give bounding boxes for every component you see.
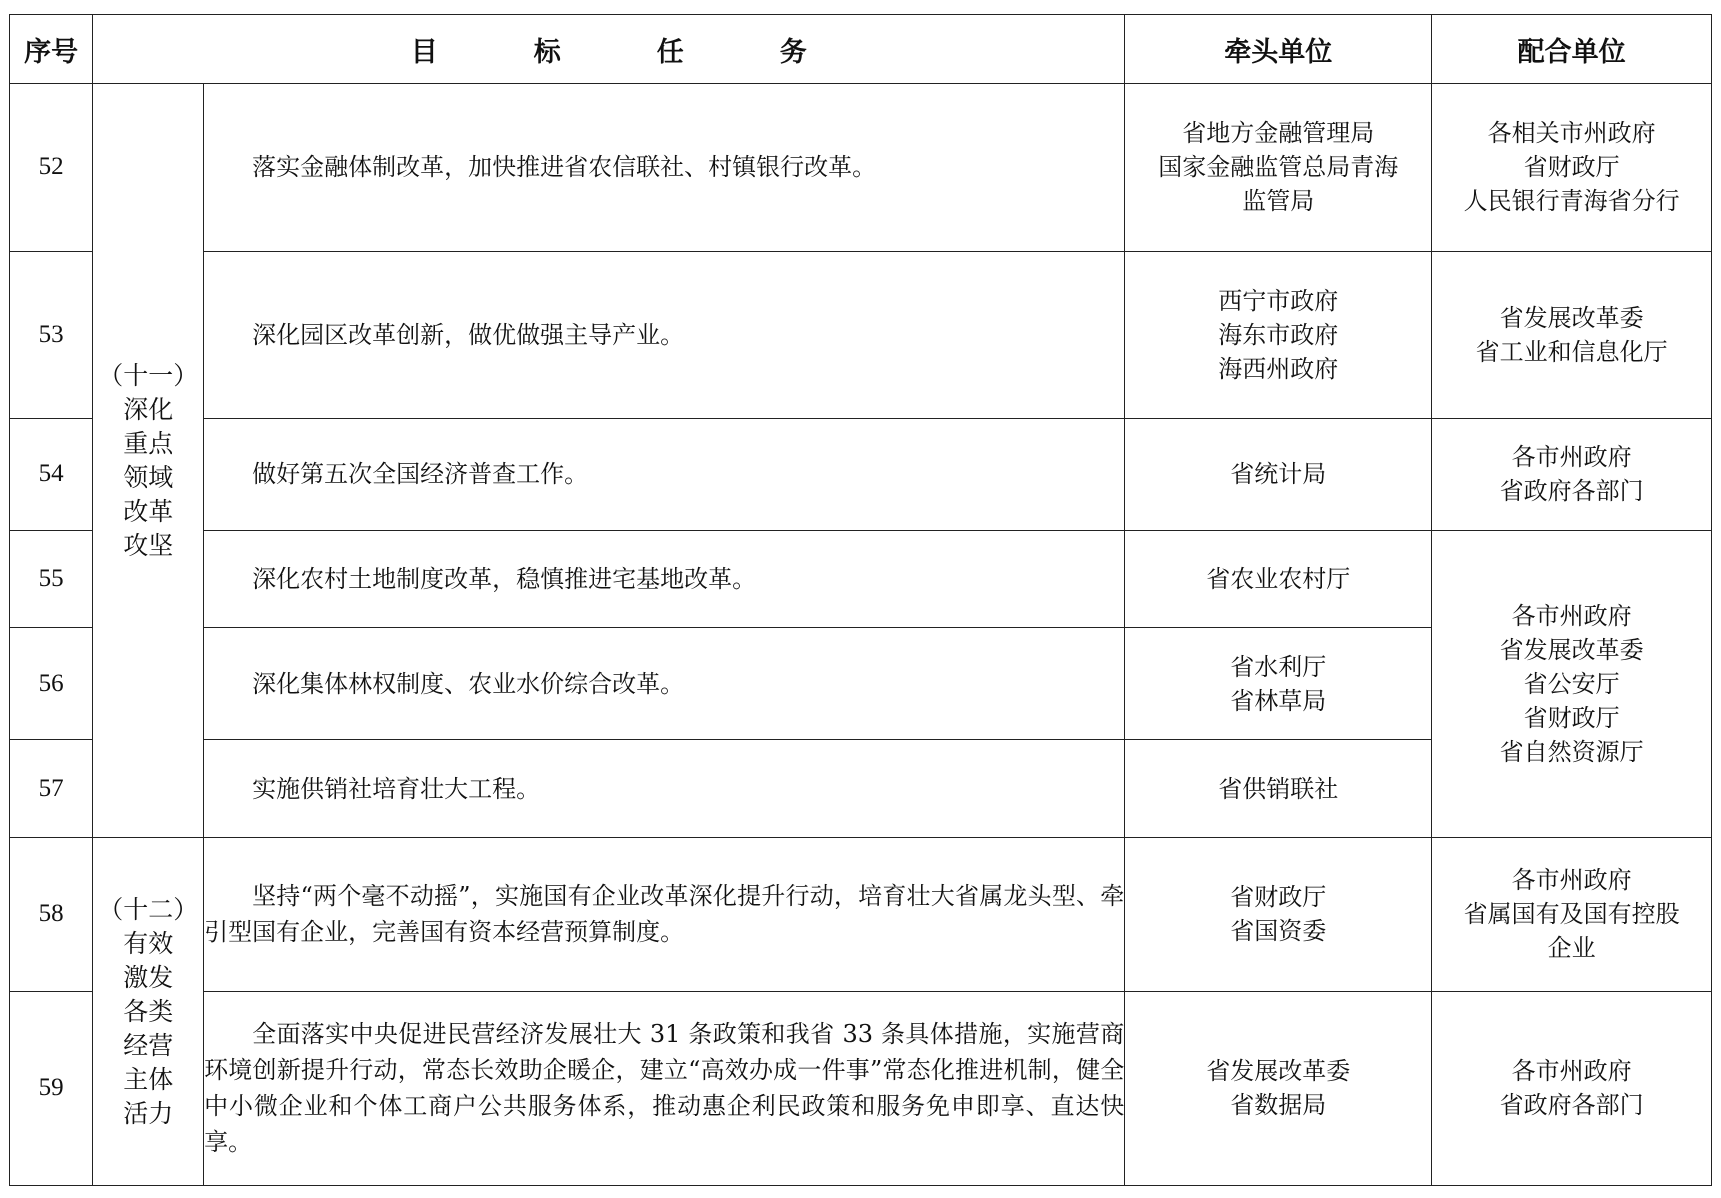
coop-unit-cell [1432,251,1712,418]
coop-unit-line: 省属国有及国有控股 [1463,900,1680,929]
task-text: 深化集体林权制度、农业水价综合改革。 [252,669,685,698]
coop-unit-line: 省政府各部门 [1499,477,1644,506]
category-line: 深化 [123,394,174,424]
coop-unit-cell [1432,838,1712,992]
category-line: （十一） [98,360,199,390]
category-line: 各类 [123,996,174,1026]
coop-unit-line: 省工业和信息化厅 [1475,337,1668,366]
category-line: 重点 [123,428,174,458]
category-cell [93,838,204,1186]
lead-unit-line: 省林草局 [1230,686,1327,715]
row-seq: 57 [10,740,93,838]
coop-unit-line: 人民银行青海省分行 [1463,187,1680,216]
lead-unit-cell [1125,838,1432,992]
task-cell [204,628,1125,740]
lead-unit-cell [1125,530,1432,628]
category-line: 主体 [123,1064,174,1094]
header-coop-unit: 配合单位 [1432,15,1712,84]
coop-unit-line: 省财政厅 [1523,703,1620,732]
category-line: （十二） [98,894,199,924]
header-target-char: 目 [410,36,438,68]
header-target-char: 任 [656,36,684,68]
category-cell [93,84,204,838]
table-row [10,84,1712,252]
category-line: 改革 [123,496,174,526]
coop-unit-line: 各市州政府 [1511,1057,1632,1086]
row-seq: 56 [10,628,93,740]
lead-unit-line: 省地方金融管理局 [1182,119,1375,148]
coop-unit-cell [1432,530,1712,837]
coop-unit-line: 企业 [1547,934,1596,963]
header-row [10,15,1712,84]
lead-unit-cell [1125,84,1432,252]
lead-unit-line: 省发展改革委 [1206,1057,1351,1086]
coop-unit-line: 各市州政府 [1511,443,1632,472]
task-cell [204,991,1125,1185]
lead-unit-cell [1125,628,1432,740]
coop-unit-line: 各市州政府 [1511,601,1632,630]
task-text: 深化农村土地制度改革，稳慎推进宅基地改革。 [252,565,757,594]
row-seq: 58 [10,838,93,992]
task-text: 坚持“两个毫不动摇”，实施国有企业改革深化提升行动，培育壮大省属龙头型、牵引型国有企业，完善国有资本经营预算制度。 [204,882,1125,947]
row-seq: 55 [10,530,93,628]
coop-unit-line: 省政府各部门 [1499,1091,1644,1120]
task-text: 落实金融体制改革，加快推进省农信联社、村镇银行改革。 [252,153,877,182]
lead-unit-line: 监管局 [1242,187,1315,216]
lead-unit-line: 省统计局 [1230,460,1327,489]
task-text: 实施供销社培育壮大工程。 [252,774,541,803]
task-cell [204,530,1125,628]
lead-unit-cell [1125,251,1432,418]
coop-unit-cell [1432,84,1712,252]
coop-unit-cell [1432,418,1712,530]
category-line: 经营 [123,1030,174,1060]
category-line: 激发 [123,962,174,992]
category-line: 攻坚 [123,530,174,560]
table-row [10,418,1712,530]
header-target-char: 务 [779,36,807,68]
coop-unit-cell [1432,991,1712,1185]
task-text: 深化园区改革创新，做优做强主导产业。 [252,320,685,349]
row-seq: 59 [10,991,93,1185]
coop-unit-line: 省发展改革委 [1499,303,1644,332]
table-row [10,838,1712,992]
task-text: 做好第五次全国经济普查工作。 [252,460,589,489]
task-cell [204,838,1125,992]
table-row [10,530,1712,628]
task-cell [204,251,1125,418]
table-row [10,991,1712,1185]
lead-unit-cell [1125,740,1432,838]
coop-unit-line: 各相关市州政府 [1487,119,1656,148]
task-cell [204,84,1125,252]
task-cell [204,740,1125,838]
lead-unit-line: 国家金融监管总局青海 [1158,153,1399,182]
coop-unit-line: 省自然资源厅 [1499,737,1644,766]
lead-unit-cell [1125,991,1432,1185]
lead-unit-line: 省数据局 [1230,1091,1327,1120]
lead-unit-line: 省水利厅 [1230,652,1327,681]
coop-unit-line: 省财政厅 [1523,153,1620,182]
header-seq: 序号 [10,15,93,84]
header-lead-unit: 牵头单位 [1125,15,1432,84]
category-line: 有效 [123,928,174,958]
coop-unit-line: 省发展改革委 [1499,635,1644,664]
task-table [9,14,1712,1186]
lead-unit-line: 西宁市政府 [1218,286,1339,315]
task-text: 全面落实中央促进民营经济发展壮大 31 条政策和我省 33 条具体措施，实施营商环境创新提升行动，常态长效助企暖企，建立“高效办成一件事”常态化推进机制，健全中小微企业和个体工商户公共服务体系，推动惠企利民政策和服务免申即享、直达快享。 [204,1020,1125,1157]
lead-unit-line: 省财政厅 [1230,883,1327,912]
row-seq: 54 [10,418,93,530]
row-seq: 52 [10,84,93,252]
lead-unit-line: 省农业农村厅 [1206,565,1351,594]
lead-unit-line: 省供销联社 [1218,774,1339,803]
lead-unit-line: 海东市政府 [1218,320,1339,349]
task-cell [204,418,1125,530]
category-line: 活力 [123,1098,174,1128]
header-target-task [93,15,1125,84]
category-line: 领域 [123,462,174,492]
coop-unit-line: 省公安厅 [1523,669,1620,698]
lead-unit-line: 海西州政府 [1218,354,1339,383]
header-target-char: 标 [533,36,561,68]
row-seq: 53 [10,251,93,418]
lead-unit-cell [1125,418,1432,530]
lead-unit-line: 省国资委 [1230,917,1327,946]
table-row [10,251,1712,418]
coop-unit-line: 各市州政府 [1511,866,1632,895]
